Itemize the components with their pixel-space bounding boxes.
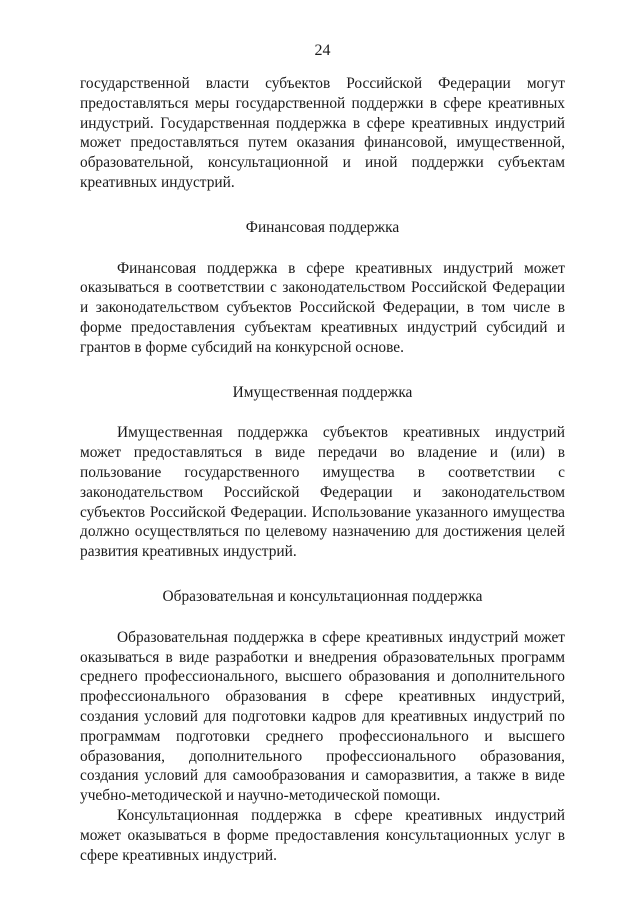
document-body xyxy=(80,74,565,865)
section-heading-financial: Финансовая поддержка xyxy=(245,218,400,236)
property-paragraph: Имущественная поддержка субъектов креативных индустрий может предоставляться в виде передачи во владение и (или) в пользование государственного имущества в соответствии с законодательством Российской Федерации и законодательством субъектов Российской Федерации. Использование указанного имущества должно осуществляться по целевому назначению для достижения целей развития креативных индустрий. xyxy=(80,424,565,561)
section-heading-educational: Образовательная и консультационная поддержка xyxy=(162,587,483,605)
section-heading-property: Имущественная поддержка xyxy=(232,383,413,401)
consulting-paragraph: Консультационная поддержка в сфере креативных индустрий может оказываться в форме предоставления консультационных услуг в сфере креативных индустрий. xyxy=(80,806,565,864)
intro-paragraph: государственной власти субъектов Российской Федерации могут предоставляться меры государственной поддержки в сфере креативных индустрий. Государственная поддержка в сфере креативных индустрий может предоставляться путем оказания финансовой, имущественной, образовательной, консультационной и иной поддержки субъектам креативных индустрий. xyxy=(80,75,565,191)
educational-paragraph: Образовательная поддержка в сфере креативных индустрий может оказываться в виде разработки и внедрения образовательных программ среднего профессионального, высшего образования и дополнительного профессионального образования в сфере креативных индустрий, создания условий для подготовки кадров для креативных индустрий по программам подготовки среднего профессионального и высшего образования, дополнительного профессионального образования, создания условий для самообразования и саморазвития, а также в виде учебно-методической и научно-методической помощи. xyxy=(80,628,565,805)
financial-paragraph: Финансовая поддержка в сфере креативных индустрий может оказываться в соответствии с законодательством Российской Федерации и законодательством субъектов Российской Федерации, в том числе в форме предоставления субъектам креативных индустрий субсидий и грантов в форме субсидий на конкурсной основе. xyxy=(80,259,565,356)
page-number: 24 xyxy=(314,42,331,59)
